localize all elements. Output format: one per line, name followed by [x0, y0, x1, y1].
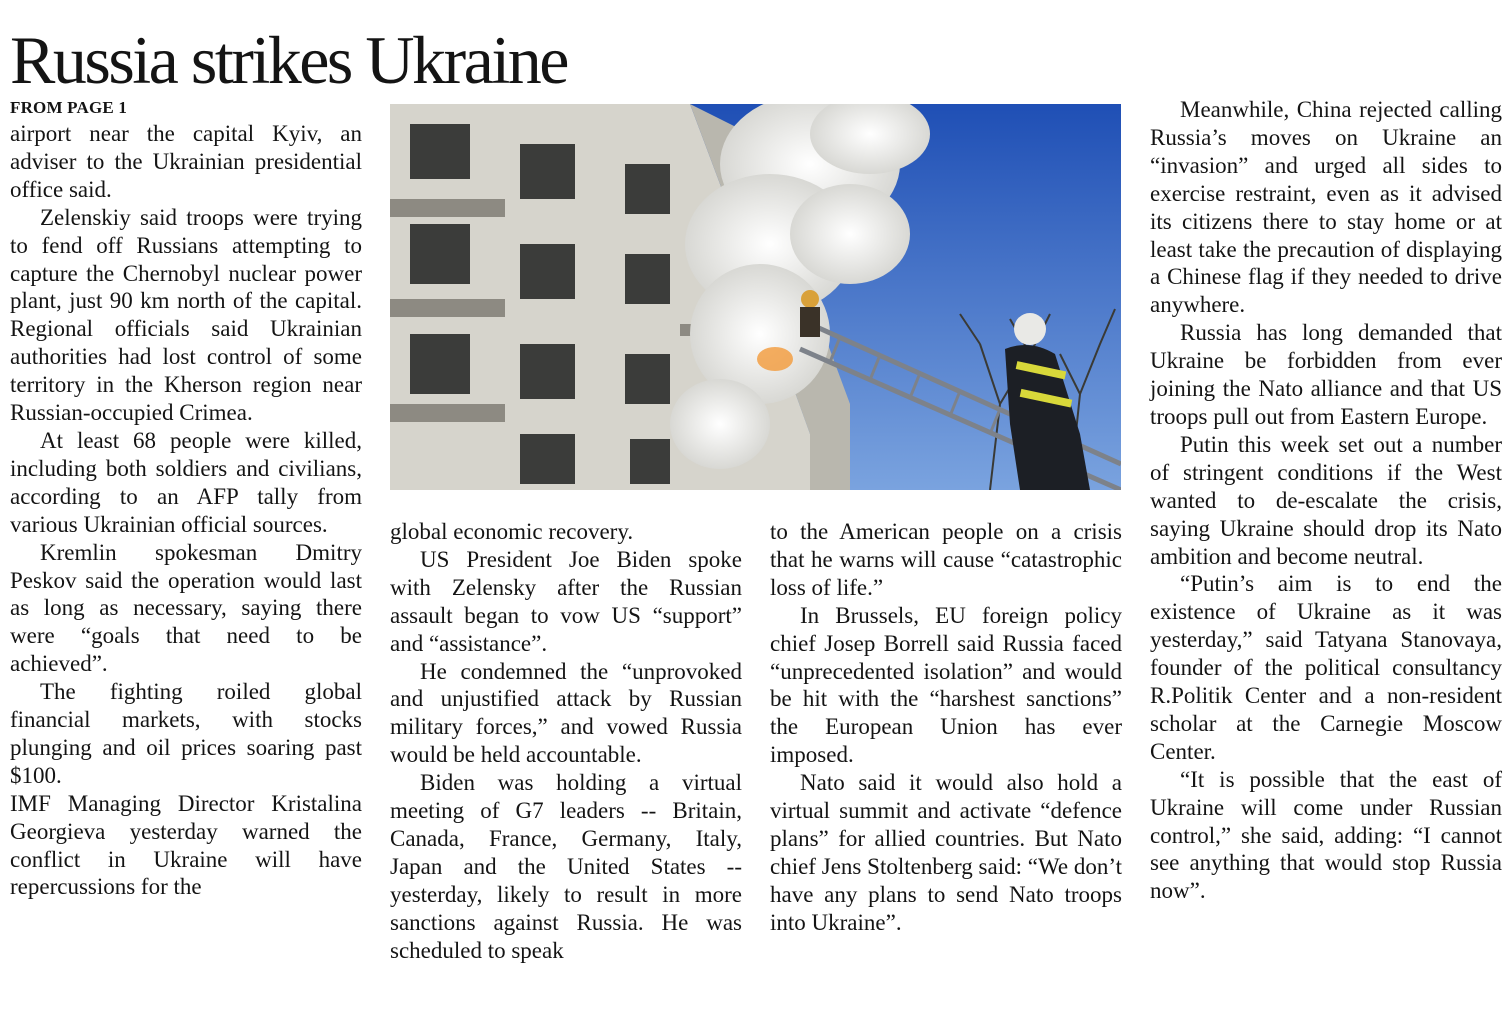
headline: Russia strikes Ukraine [10, 22, 567, 98]
article-column-4 [1150, 96, 1502, 905]
paragraph: US President Joe Biden spoke with Zelensky after the Russian assault began to vow US “support” and “assistance”. [390, 546, 742, 656]
paragraph: IMF Managing Director Kristalina Georgieva yesterday warned the conflict in Ukraine will have repercussions for the [10, 790, 362, 900]
paragraph: Zelenskiy said troops were trying to fend off Russians attempting to capture the Chernobyl nuclear power plant, just 90 km north of the capital. Regional officials said Ukrainian authorities had lost control of some territory in the Kherson region near Russian-occupied Crimea. [10, 204, 362, 426]
paragraph: Biden was holding a virtual meeting of G7 leaders -- Britain, Canada, France, Germany, Italy, Japan and the United States -- yesterday, likely to result in more sanctions against Russia. He was scheduled to speak [390, 770, 742, 963]
article-column-2 [390, 518, 742, 965]
paragraph: Meanwhile, China rejected calling Russia’s moves on Ukraine an “invasion” and urged all sides to exercise restraint, even as it advised its citizens there to stay home or at least take the precaution of displaying a Chinese flag if they needed to drive anywhere. [1150, 97, 1502, 318]
fire-glow [757, 347, 793, 371]
paragraph: At least 68 people were killed, including both soldiers and civilians, according to an AFP tally from various Ukrainian official sources. [10, 427, 362, 537]
news-photo [390, 104, 1121, 490]
paragraph: The fighting roiled global financial markets, with stocks plunging and oil prices soaring past $100. [10, 679, 362, 788]
paragraph: Putin this week set out a number of stringent conditions if the West wanted to de-escalate the crisis, saying Ukraine should drop its Nato ambition and become neutral. [1150, 431, 1502, 569]
article-column-3 [770, 518, 1122, 937]
paragraph: Nato said it would also hold a virtual summit and activate “defence plans” for allied countries. But Nato chief Jens Stoltenberg said: “We don’t have any plans to send Nato troops into Ukraine”. [770, 770, 1122, 935]
paragraph: airport near the capital Kyiv, an adviser to the Ukrainian presidential office said. [10, 121, 362, 202]
paragraph: He condemned the “unprovoked and unjustified attack by Russian military forces,” and vowed Russia would be held accountable. [390, 658, 742, 768]
paragraph: Russia has long demanded that Ukraine be forbidden from ever joining the Nato alliance and that US troops pull out from Eastern Europe. [1150, 320, 1502, 429]
firefighters-photo-illustration [390, 104, 1121, 490]
paragraph: Kremlin spokesman Dmitry Peskov said the operation would last as long as necessary, saying there were “goals that need to be achieved”. [10, 539, 362, 677]
paragraph: In Brussels, EU foreign policy chief Josep Borrell said Russia faced “unprecedented isolation” and would be hit with the “harshest sanctions” the European Union has ever imposed. [770, 602, 1122, 768]
from-page-kicker: FROM PAGE 1 [10, 98, 128, 117]
paragraph: “It is possible that the east of Ukraine will come under Russian control,” she said, adding: “I cannot see anything that would stop Russia now”. [1150, 766, 1502, 904]
paragraph: “Putin’s aim is to end the existence of Ukraine as it was yesterday,” said Tatyana Stanovaya, founder of the political consultancy R.Politik Center and a non-resident scholar at the Carnegie Moscow Center. [1150, 571, 1502, 764]
paragraph: global economic recovery. [390, 519, 634, 544]
article-column-1 [10, 120, 362, 901]
paragraph: to the American people on a crisis that he warns will cause “catastrophic loss of life.” [770, 519, 1122, 600]
firefighter-far [800, 290, 820, 337]
